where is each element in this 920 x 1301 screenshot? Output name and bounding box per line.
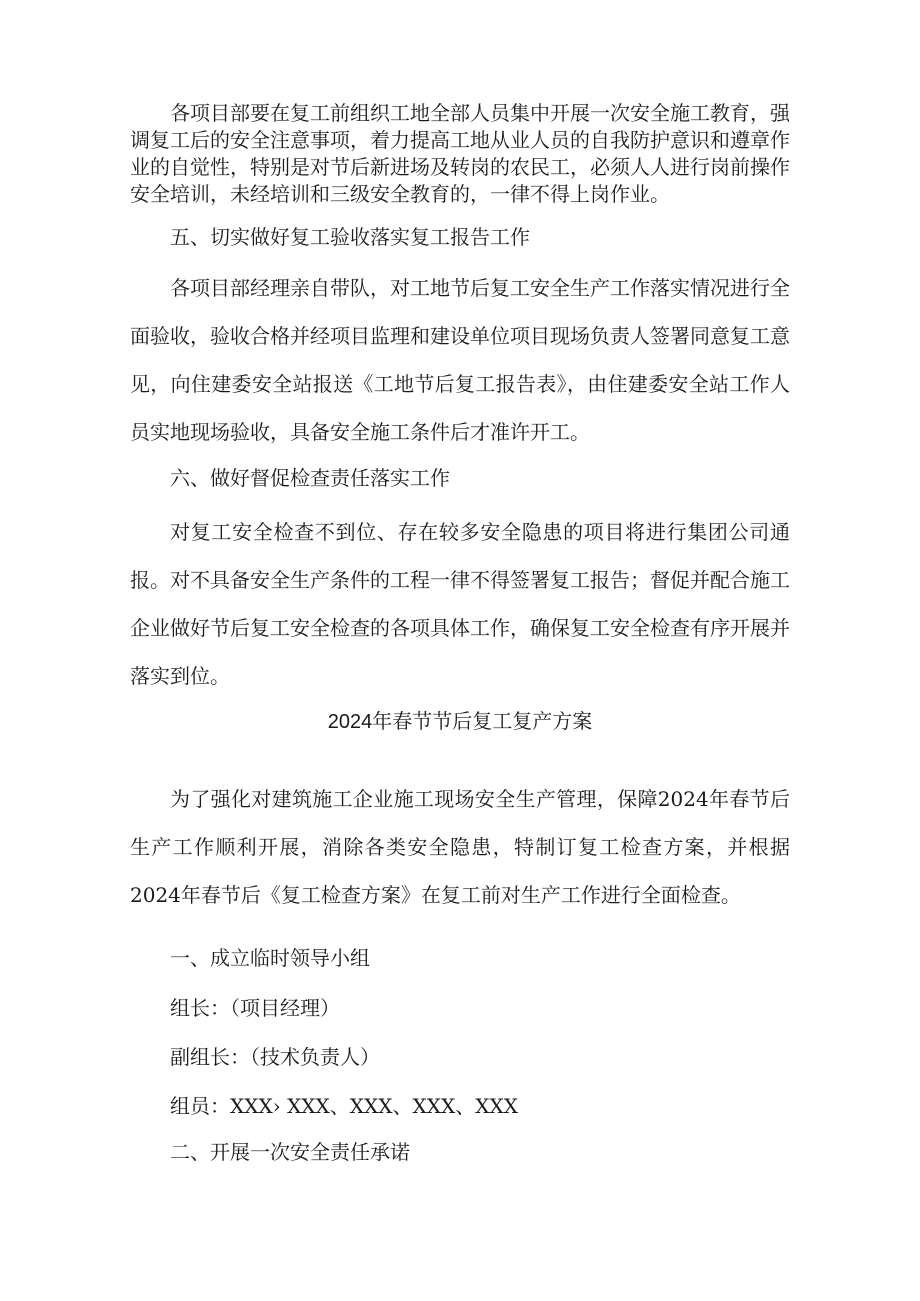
members-line: 组员：XXX› XXX、XXX、XXX、XXX [170,1094,518,1118]
paragraph-plan-intro: 为了强化对建筑施工企业施工现场安全生产管理，保障2024年春节后生产工作顺利开展，消除各类安全隐患，特制订复工检查方案，并根据2024年春节后《复工检查方案》在复工前对生产工作进行全面检查。 [130,787,790,907]
deputy-leader-line: 副组长：（技术负责人） [170,1045,380,1069]
section-heading-six: 六、做好督促检查责任落实工作 [170,466,450,490]
section-heading-five: 五、切实做好复工验收落实复工报告工作 [170,225,530,249]
section-heading-one: 一、成立临时领导小组 [170,946,370,970]
paragraph-safety-education: 各项目部要在复工前组织工地全部人员集中开展一次安全施工教育，强调复工后的安全注意事项，着力提高工地从业人员的自我防护意识和遵章作业的自觉性，特别是对节后新进场及转岗的农民工，必须人人进行岗前操作安全培训，未经培训和三级安全教育的，一律不得上岗作业。 [130,101,790,206]
section-heading-two: 二、开展一次安全责任承诺 [170,1140,410,1164]
leader-line: 组长：（项目经理） [170,996,340,1020]
document-title: 2024年春节节后复工复产方案 [327,711,593,733]
paragraph-acceptance: 各项目部经理亲自带队，对工地节后复工安全生产工作落实情况进行全面验收，验收合格并经项目监理和建设单位项目现场负责人签署同意复工意见，向住建委安全站报送《工地节后复工报告表》，由住建委安全站工作人员实地现场验收，具备安全施工条件后才准许开工。 [130,276,790,444]
paragraph-supervision: 对复工安全检查不到位、存在较多安全隐患的项目将进行集团公司通报。对不具备安全生产条件的工程一律不得签署复工报告；督促并配合施工企业做好节后复工安全检查的各项具体工作，确保复工安全检查有序开展并落实到位。 [130,520,790,688]
